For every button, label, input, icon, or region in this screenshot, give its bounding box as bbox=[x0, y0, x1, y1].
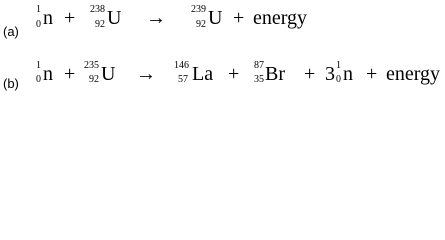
mass-number: 87 bbox=[254, 60, 264, 71]
coefficient: 3 bbox=[325, 63, 335, 85]
atomic-number: 0 bbox=[36, 19, 41, 30]
plus-sign: + bbox=[64, 63, 76, 85]
plus-sign: + bbox=[366, 63, 378, 85]
element-symbol: n bbox=[43, 7, 53, 29]
mass-number: 238 bbox=[90, 4, 105, 15]
plus-sign: + bbox=[233, 7, 245, 29]
mass-number: 1 bbox=[36, 4, 41, 15]
element-symbol: n bbox=[343, 63, 353, 85]
element-symbol: Br bbox=[265, 63, 285, 85]
reaction-arrow: → bbox=[136, 63, 156, 85]
reaction-arrow: → bbox=[146, 7, 166, 29]
energy-term: energy bbox=[253, 7, 308, 29]
element-symbol: La bbox=[192, 63, 214, 85]
plus-sign: + bbox=[304, 63, 316, 85]
element-symbol: U bbox=[107, 7, 122, 29]
element-symbol: U bbox=[208, 7, 223, 29]
plus-sign: + bbox=[228, 63, 240, 85]
atomic-number: 0 bbox=[36, 74, 41, 85]
atomic-number: 35 bbox=[254, 74, 264, 85]
atomic-number: 0 bbox=[336, 74, 341, 85]
mass-number: 1 bbox=[36, 60, 41, 71]
equation-label: (a) bbox=[3, 24, 19, 39]
equation-label: (b) bbox=[3, 76, 19, 91]
atomic-number: 92 bbox=[196, 19, 206, 30]
plus-sign: + bbox=[64, 7, 76, 29]
mass-number: 146 bbox=[174, 60, 189, 71]
element-symbol: U bbox=[101, 63, 116, 85]
mass-number: 239 bbox=[191, 4, 206, 15]
mass-number: 1 bbox=[336, 60, 341, 71]
energy-term: energy bbox=[386, 63, 441, 85]
mass-number: 235 bbox=[84, 60, 99, 71]
atomic-number: 57 bbox=[178, 74, 188, 85]
atomic-number: 92 bbox=[95, 19, 105, 30]
atomic-number: 92 bbox=[89, 74, 99, 85]
element-symbol: n bbox=[43, 63, 53, 85]
